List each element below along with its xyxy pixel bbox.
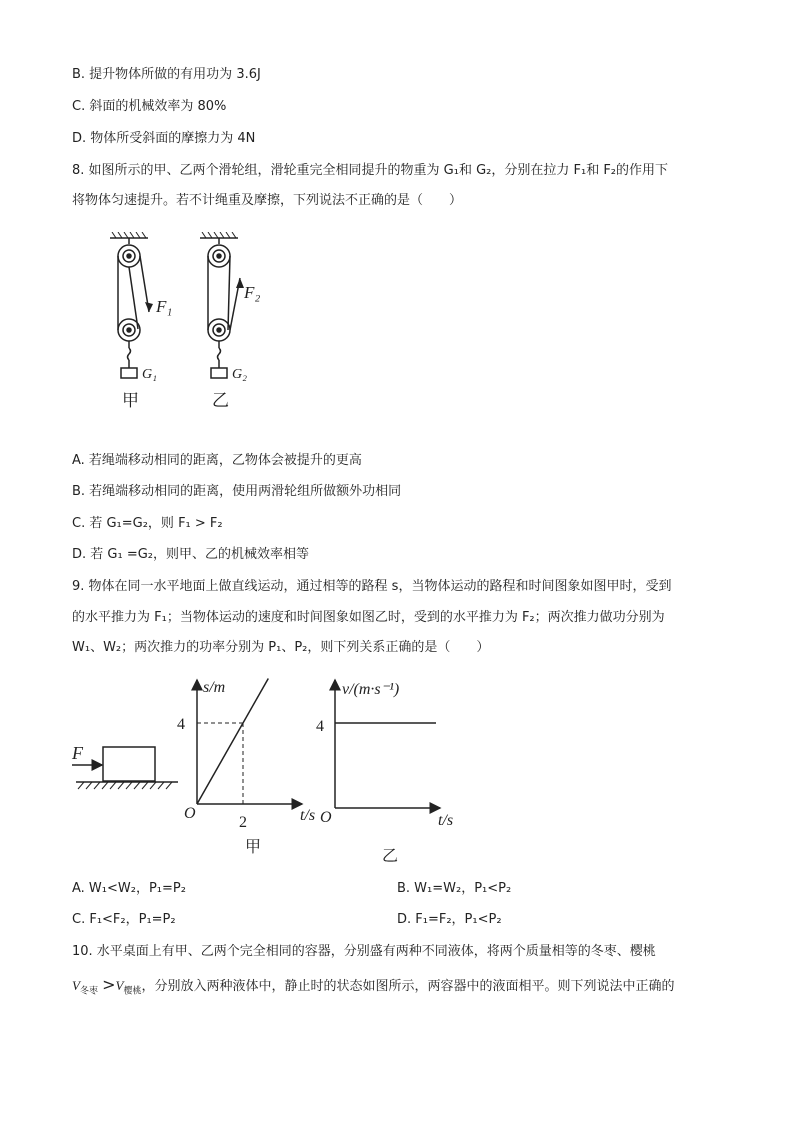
- v-symbol-1: V: [72, 978, 80, 993]
- graph-a-origin: O: [184, 805, 196, 822]
- q9-option-a: A. W₁<W₂，P₁=P₂: [72, 881, 186, 896]
- graph-a-x-label: t/s: [300, 807, 316, 824]
- label-f1: F₁: [156, 297, 173, 316]
- graph-a-line: [197, 678, 268, 804]
- q9-stem-line1: 9. 物体在同一水平地面上做直线运动，通过相等的路程 s，当物体运动的路程和时间图象如图甲时，受到: [72, 579, 672, 594]
- q10-stem-line2: [72, 976, 675, 1001]
- label-force-f: F: [72, 743, 83, 763]
- graph-b-y-tick: 4: [316, 718, 324, 735]
- graph-b-axes: [335, 680, 440, 808]
- label-g1: G₁: [142, 367, 157, 382]
- graph-a-x-tick: 2: [239, 814, 247, 831]
- q8-stem-line2: 将物体匀速提升。若不计绳重及摩擦，下列说法不正确的是（ ）: [72, 193, 463, 208]
- graph-b-x-label: t/s: [438, 812, 454, 829]
- motion-figure: [70, 672, 470, 867]
- force-arrow-f2: [236, 278, 244, 288]
- graph-a-y-tick: 4: [177, 716, 185, 733]
- force-arrow-f1: [145, 302, 153, 312]
- q8-option-b: B. 若绳端移动相同的距离，使用两滑轮组所做额外功相同: [72, 484, 402, 499]
- graph-b-y-label: v/(m·s⁻¹): [342, 681, 400, 698]
- q8-option-d: D. 若 G₁ =G₂，则甲、乙的机械效率相等: [72, 547, 310, 562]
- q9-option-b: B. W₁=W₂，P₁<P₂: [397, 881, 512, 896]
- q9-stem-line2: 的水平推力为 F₁；当物体运动的速度和时间图象如图乙时，受到的水平推力为 F₂；两次推力做功分别为: [72, 610, 665, 625]
- q10-stem-line1: 10. 水平桌面上有甲、乙两个完全相同的容器，分别盛有两种不同液体，将两个质量相等的冬枣、樱桃: [72, 944, 656, 959]
- q8-option-c: C. 若 G₁=G₂，则 F₁ > F₂: [72, 516, 223, 531]
- q9-stem-line3: W₁、W₂；两次推力的功率分别为 P₁、P₂，则下列关系正确的是（ ）: [72, 640, 490, 655]
- q7-option-c: C. 斜面的机械效率为 80%: [72, 99, 227, 114]
- q8-stem-line1: 8. 如图所示的甲、乙两个滑轮组，滑轮重完全相同提升的物重为 G₁和 G₂，分别在拉力 F₁和 F₂的作用下: [72, 163, 669, 178]
- q7-option-d: D. 物体所受斜面的摩擦力为 4N: [72, 131, 256, 146]
- graph-b-caption: 乙: [382, 846, 399, 865]
- q10-stem-line2-rest: ，分别放入两种液体中，静止时的状态如图所示，两容器中的液面相平。则下列说法中正确的: [141, 979, 675, 994]
- pulley-figure: [100, 232, 280, 412]
- caption-yi: 乙: [212, 391, 229, 411]
- greater-than-symbol: >: [102, 975, 116, 994]
- pulley-system-yi: [200, 232, 240, 378]
- q8-option-a: A. 若绳端移动相同的距离，乙物体会被提升的更高: [72, 453, 362, 468]
- caption-jia: 甲: [122, 391, 139, 411]
- graph-a-axes: [197, 680, 302, 804]
- q7-option-b: B. 提升物体所做的有用功为 3.6J: [72, 67, 261, 82]
- q9-option-d: D. F₁=F₂，P₁<P₂: [397, 912, 502, 927]
- sub-yingtao: 樱桃: [123, 986, 142, 997]
- v-symbol-2: V: [115, 978, 124, 993]
- graph-a-caption: 甲: [245, 837, 262, 856]
- sub-dongzao: 冬枣: [79, 986, 98, 997]
- label-f2: F₂: [244, 283, 261, 302]
- graph-a-y-label: s/m: [203, 679, 226, 696]
- pulley-system-jia: [110, 232, 149, 378]
- label-g2: G₂: [232, 367, 247, 382]
- graph-b-origin: O: [320, 809, 332, 826]
- block-on-ground: [72, 747, 178, 789]
- q9-option-c: C. F₁<F₂，P₁=P₂: [72, 912, 176, 927]
